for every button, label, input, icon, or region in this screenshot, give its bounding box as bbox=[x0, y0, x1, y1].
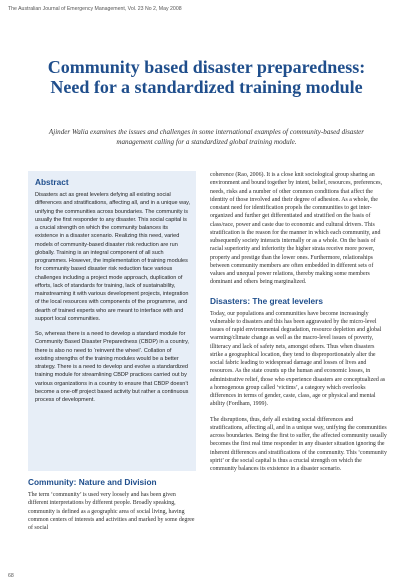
abstract-paragraph: Disasters act as great levelers defying all existing social differences and stratifications, affecting all, and in a unique way, unifying the communities across boundaries. The community is usually the first responder to any disaster. This social capital is a crucial strength on which the community balances its existence in a disaster scenario. Realizing this need, varied models of community-based disaster risk reduction are run globally. Training is an integral component of all such programmes. However, the implementation of training modules for community based disaster risk reduction face various challenges including a project mode approach, duplication of efforts, lack of standards for training, lack of sustainability, mainstreaming it with various development projects, integration of the local resources with components of the programme, and dearth of trained experts who are meant to interface with and support local communities. bbox=[35, 192, 191, 322]
article-title: Community based disaster preparedness: Need for a standardized training module bbox=[47, 57, 366, 97]
body-paragraph: The disruptions, thus, defy all existing social differences and stratifications, affecting all, and in a unique way, unifying the communities across boundaries. Being the first to suffer, the affected community usually becomes the first real time responder in any disaster situation ignoring the inherent differences and stratifications of the community. This ‘community spirit’ or the social capital is thus a crucial strength on which the community balances its existence in a disaster scenario. bbox=[210, 416, 387, 472]
page-number: 68 bbox=[8, 573, 14, 579]
standfirst: Ajinder Walia examines the issues and challenges in some international examples of community-based disaster management calling for a standardized global training module. bbox=[48, 128, 365, 146]
body-paragraph: coherence (Rao, 2006). It is a close knit sociological group sharing an environment and bound together by intent, belief, resources, preferences, needs, risks and a number of other common conditions that affect the identity of those involved and their degree of adhesion. As a whole, the constant need for identification propels the communities to get inter-organized and further get differentiated and stratified on the basis of class/race, power and caste due to economic and cultural drivers. This stratification is the reason for the manner in which each community, and subsequently society interacts internally or as a whole. On the basis of racial superiority and inferiority the higher strata receive more power, property and prestige than the lower ones. Furthermore, relationships between community members are often embedded in different sets of values and unequal power relations, thereby making some members dominant and others being marginalized. bbox=[210, 172, 383, 286]
abstract-paragraph: So, whereas there is a need to develop a standard module for Community Based Disaster Preparedness (CBDP) in a country, there is also no need to ‘reinvent the wheel’. Collation of existing strengths of the training modules would be a better strategy. There is a need to develop and evolve a standardized training module for streamlining CBDP practices carried out by various organizations in a country to ensure that CBDP doesn’t become a one-off project based activity but rather a continuous process of development. bbox=[35, 331, 189, 403]
section-heading: Disasters: The great levelers bbox=[210, 295, 323, 306]
section-heading: Community: Nature and Division bbox=[28, 477, 157, 487]
right-column bbox=[210, 171, 388, 480]
body-paragraph: The term ‘community’ is used very loosely and has been given different interpretations by different people. Broadly speaking, community is defined as a geographic area of social living, having common centers of interests and activities and marked by some degree of social bbox=[28, 492, 195, 531]
running-head: The Australian Journal of Emergency Management, Vol. 23 No 2, May 2008 bbox=[8, 6, 182, 12]
section-community bbox=[28, 477, 196, 539]
abstract-box bbox=[28, 171, 196, 471]
abstract-heading: Abstract bbox=[35, 177, 69, 187]
body-paragraph: Today, our populations and communities have become increasingly vulnerable to disasters and this has been aggravated by the micro-level issues of rapid environmental degradation, resource depletion and global warming/climate change as well as the macro-level issues of poverty, illiteracy and lack of safety nets, amongst others. Thus when disasters strike a geographical location, they tend to disproportionately alter the social fabric leading to widespread damage and losses of lives and resources. As the state counts up the human and economic losses, in administrative relief, those who experience disasters are conceptualized as a homogenous group called ‘victims’, a category which overlooks differences in terms of gender, caste, class, age or physical and mental ability (Fordham, 1999). bbox=[210, 310, 386, 408]
